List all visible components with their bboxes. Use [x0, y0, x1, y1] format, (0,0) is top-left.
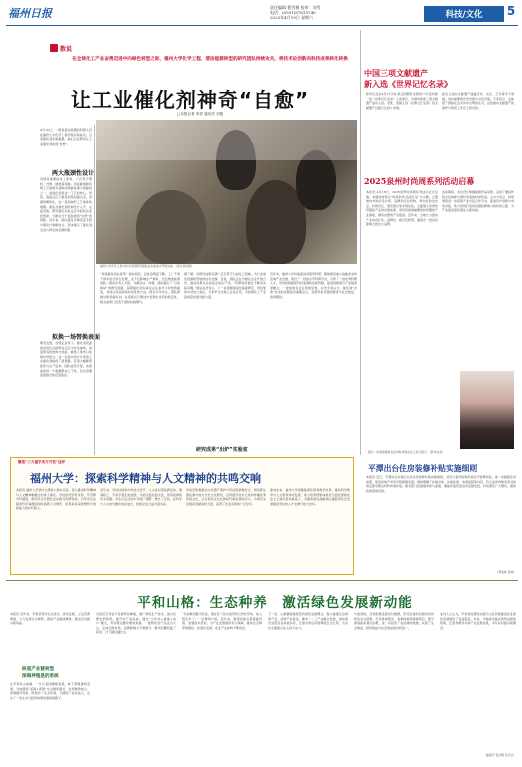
bottom-col5: 与此同时，当地积极发展乡村旅游，依托优美的田园风光和特色农业资源，打造休闲观光、农事体验等旅游项目，吸引游客前来观光消费，进一步拓宽了农民增收渠道，实现了生态效益、经济效益与社会效益的有机统一。: [354, 612, 434, 630]
lab-photo: [96, 120, 357, 264]
main-title: 让工业催化剂神奇“自愈”: [70, 88, 310, 112]
bottom-col1a: 本报讯 近年来，平和县坚持生态优先、绿色发展，立足资源禀赋，大力发展生态种养，推动产业提质增效，激活乡村振兴新动能。: [10, 612, 90, 626]
housing-story-text: 本报讯 近日，平潭综合实验区出台住房装修补贴实施细则，对符合条件的购房者给予装修补贴，进一步提振住房消费，促进房地产市场平稳健康发展。细则明确了补贴对象、补贴标准、申请流程等内容，符合条件的购房者可按规定提交相关材料申请补贴。相关部门将加强审核与监督，确保补贴资金及时足额发放，切实惠及广大群众，推动政策落地见效。: [366, 475, 516, 493]
masthead-logo: 福州日报: [8, 7, 52, 20]
body-column-1: 丙烯是重要的化工原料，广泛用于塑料、纤维、橡胶等领域。丙烷脱氢制丙烯工艺被视为获取丙烯最具潜力的路线之一，而催化剂是这一工艺的核心。然而，高温反应下催化剂易积碳失活，需要频繁再生，这一直是制约工艺效率的难题。团队从催化剂结构设计入手，反复试验，研究催化剂在反应中的动态变化规律，力图在分子层面找到“自愈”的钥匙。近年来，团队通过多种表征手段与理论计算相结合，逐步揭示了催化剂失活与再生的关键机理。: [40, 177, 92, 232]
section-heading-2: 拟换一场替换表面: [52, 334, 101, 341]
section-marker-icon: [50, 44, 58, 52]
section-heading-1: 两大瓶颈性设计: [52, 170, 95, 177]
photo-caption: 福州大学化学工程与技术学院研究团队在实验室中开展实验。（受访者供图）: [100, 264, 194, 268]
section-heading-3: 研究成果“出炉”实验室: [196, 447, 248, 453]
bottom-title: 平和山格：生态种养 激活绿色发展新动能: [137, 595, 413, 611]
fashion-photo-caption: 图片：时装周模特在泉州时尚周活动上进行展示。（新华社发）: [368, 450, 445, 454]
right-story2-title: 2025泉州时尚周系列活动启幕: [364, 176, 475, 186]
feature-col1: 本报讯 福州大学坚持立德树人根本任务，深入推进科学精神与人文精神相融合的育人模式。学校依托学科优势，开设跨学科课程，组织学生开展社会实践与科研训练，引导学生在探索科学真理的同时涵养人文情怀，培养具有家国情怀与创新能力的时代新人。: [16, 488, 96, 511]
bottom-byline: （谢丽平 包佳明 吴志达）: [483, 753, 516, 757]
feature-col4: 面向未来，福州大学将继续深化教育教学改革，推动科学教育与人文教育协同发展，着力培养德智体美劳全面发展的社会主义建设者和接班人，为服务国家战略和区域经济社会发展提供坚实的人才支撑与智力支持。: [270, 488, 350, 506]
main-byline: □本报记者 李祥 通讯员 刘艳: [176, 112, 224, 116]
right-story2-col2: 活动期间，多位设计师携最新作品亮相，呈现了兼具传统文化韵味与现代审美的时尚作品。主办方表示，时尚周将进一步搭建产业交流合作平台，促进设计创新与市场对接，助力泉州打造具有国际影响力的时尚之都，为产业高质量发展注入新动能。: [442, 190, 514, 213]
right-story1-title-line2: 新入选《世界记忆名录》: [364, 79, 452, 89]
bottom-col6: 业内人士认为，平和县的探索实践为山区县域推进农业绿色发展提供了有益借鉴。未来，当地将持续完善利益联结机制，让更多群众共享产业发展成果，书写乡村振兴新篇章。: [440, 612, 516, 630]
feature-col3: 学校还积极推动文化遗产保护与科技创新相结合，组织师生团队参与地方历史文化研究，运用数字技术记录和传播优秀传统文化，让古老的文化在新时代焕发新的活力，为建设文化强省贡献高校力量，获得了社会各界的广泛好评。: [186, 488, 266, 506]
lede-text: 4月16日，一群身着实验服的科研人员在福州大学化学工程学院实验室内，记录催化剂实验数据，他们正在研究让工业催化剂实现“自愈”。: [40, 128, 92, 146]
right-story1-title-line1: 中国三项文献遗产: [364, 68, 428, 78]
feature-col2: 近年来，学校持续举办科技文化节、人文讲坛等品牌活动，邀请院士、专家学者走进校园，与师生面对面交流，营造浓厚的学术氛围。学生们在活动中开阔了视野、增长了见识，在科学与人文的交融中收获成长，校园文化日益丰富多彩。: [100, 488, 182, 506]
body-column-2: 研究发现，在特定条件下，催化剂表面的活性位点能够在反应中自发重构，恢复原有的结构与性能，就像人体伤口能够自然愈合。这一发现为设计长寿命工业催化剂提供了新思路，有望大幅降低能耗与生产成本。团队成员介绍，实验室的每一个数据都来之不易，往往需要连续数月的反复验证。: [40, 341, 92, 378]
zone-label: 数说: [60, 46, 73, 53]
body-column-4: 据了解，该研究成果有望广泛应用于石油化工领域，为行业绿色低碳转型提供技术支撑。目前，团队正在与相关企业开展合作，推动成果从实验室走向生产线。“科研的价值在于解决实际问题。”团队成员表示，下一步将继续深化基础研究，同时加快中试放大验证，力争早日实现工业化应用，为我国化工产业高质量发展贡献力量。: [184, 272, 266, 299]
column-divider: [94, 125, 95, 455]
right-story1-col2: 此次入选的文献遗产涵盖历史、文化、艺术等多个领域，具有重要的历史价值与文化价值。专家表示，这体现了国际社会对中华文明的认可，也将推动文献遗产的保护与利用工作迈上新台阶。: [442, 92, 514, 110]
feature-title: 福州大学：探索科学精神与人文精神的共鸣交响: [30, 472, 261, 485]
header-rule: [6, 25, 518, 26]
housing-story-title: 平潭出台住房装修补贴实施细则: [368, 464, 478, 473]
main-subhead: 在全球化工产业奋勇迈进中向绿色转型之际，福州大学化学工程、清洁能源转型的研究团队持续攻关，将技术论创新向科技成果转化转换: [72, 57, 348, 62]
section-tag: 科技/文化: [424, 6, 504, 22]
feature-banner: 聚焦“三大福字名片开发”述评: [18, 460, 66, 464]
page-number: 5: [506, 4, 516, 18]
bottom-subhead-2: 深海养殖是的系统: [22, 674, 59, 679]
bottom-col4: 下一步，山格镇将继续坚持绿色发展理念，做大做强生态种养产业，延伸产业链条，推动一二三产业融合发展，加快建设宜居宜业和美乡村，让绿水青山持续释放生态红利，为乡村全面振兴注入持久动力。: [268, 612, 348, 630]
header-editor: 责任编辑 曹雪梅 校审：刘雪: [270, 5, 321, 10]
right-column-divider: [360, 30, 361, 455]
bottom-subhead: 纵观产业链转型: [22, 667, 55, 672]
right-story1-title: [364, 68, 514, 90]
header-info: [270, 5, 400, 20]
bottom-col1b: 在平和县山格镇，一片片茶园郁郁葱葱，林下养殖蓬勃发展。当地探索“茶园+养殖”生态循环模式，实现种养结合、资源循环利用，既保护了生态环境，又增加了农民收入，走出了一条生态与经济协调发展的新路子。: [10, 682, 90, 700]
body-column-3: “传统催化剂在使用一段时间后，活性会明显下降，工厂不得不停车进行再生处理，这不仅影响生产效率，还会增加能源消耗。”团队负责人介绍，为解决这一问题，团队提出了“以动制动”的研究思路，着眼催化剂在真实反应条件下的结构演变，寻找让其持续保持活性的方法。经过多年攻关，团队研制出新型催化剂，在连续运行测试中表现出优异的稳定性，相关成果已发表于国际权威期刊。: [100, 272, 180, 304]
housing-byline: （郭旭鸣 杨林）: [495, 570, 516, 574]
bottom-col3: “以前种田靠天吃饭，现在有了技术指导和合作社带动，收入稳定多了。”一位种养户说。近年来，镇里持续完善基础设施，加强技术培训，为产业发展提供有力保障，推动生态种养规模化、标准化发展，农业产业结构不断优化。: [182, 612, 262, 630]
header-date: 2025年4月19日 星期六: [270, 15, 314, 20]
fashion-photo: [460, 371, 514, 449]
bottom-rule: [6, 580, 518, 581]
bottom-col2: 当地还引导农户发展特色种植，推广绿色生产技术，减少化肥农药使用，提升农产品品质。通过“合作社+基地+农户”模式，带动周边群众增收致富。一批特色农产品走出大山，走向全国市场，品牌影响力不断提升，群众的腰包鼓了起来，日子越过越红火。: [96, 612, 176, 635]
body-column-5: 近年来，福州大学持续推进有组织科研，聚焦国家重大战略需求和区域产业发展，建设了一批高水平科研平台，引育了一批优秀科研人才。学校积极探索科技成果转化新机制，促进创新链与产业链深度融合，一批成果在企业落地见效。业内专家认为，催化剂“自愈”技术的突破具有重要意义，有望带来可观的经济与社会效益，值得期待。: [270, 272, 357, 299]
right-story1-col1: 新华社北京4月17日电 联合国教科文组织17日宣布新一批《世界记忆名录》入选项目，中国申报的三项文献遗产成功入选。至此，我国入选《世界记忆名录》的文献遗产总数已达到十余项。: [366, 92, 438, 110]
right-story2-col1: 本报讯 4月18日，2025泉州时尚周系列活动正式启幕。本届时尚周以“时尚泉州 品质生活”为主题，汇聚国内外知名设计师、品牌和行业机构，举办时装发布会、时尚论坛、展览展示等多项活动，全面展示泉州纺织服装产业的发展成果。泉州是我国重要的纺织服装产业基地，拥有完整的产业链条。近年来，当地大力推动产业向设计化、品牌化、数字化转型，涌现出一批具有影响力的自主品牌。: [366, 190, 438, 227]
header-phone: 电话：(0591)87619740: [270, 10, 316, 15]
